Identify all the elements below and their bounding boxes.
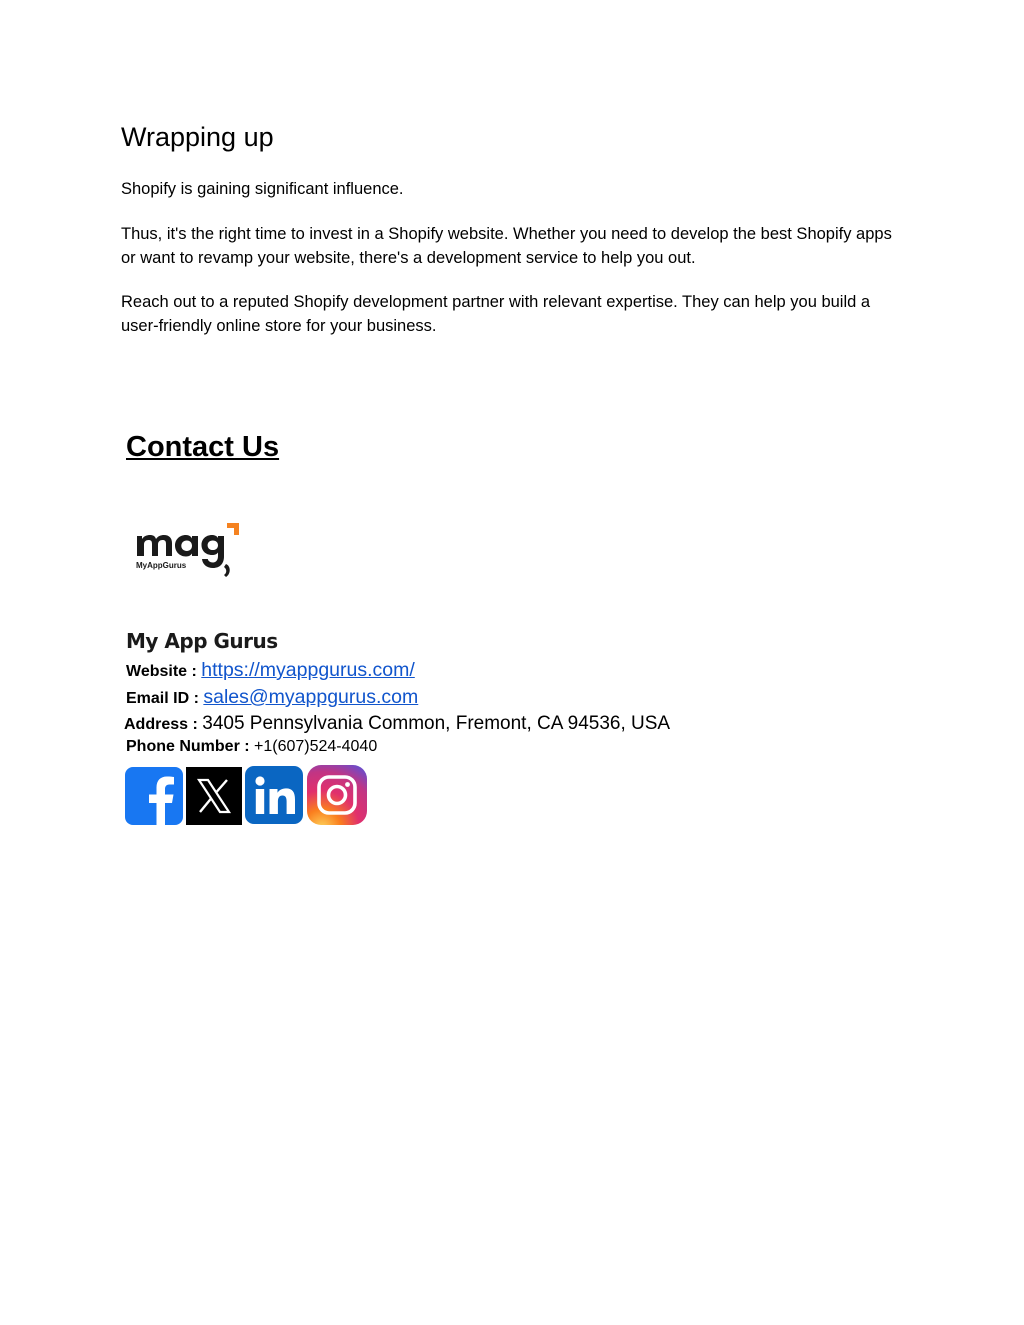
paragraph-1: Shopify is gaining significant influence. xyxy=(121,180,404,198)
email-line xyxy=(126,686,418,709)
email-label: Email ID : xyxy=(126,690,204,707)
email-link[interactable]: sales@myappgurus.com xyxy=(203,686,419,708)
paragraph-3: Reach out to a reputed Shopify development partner with relevant expertise. They can help you build a user-friendly online store for your business. xyxy=(121,293,871,335)
logo-subtext: MyAppGurus xyxy=(136,561,187,570)
website-label: Website : xyxy=(126,663,202,680)
mag-logo-icon xyxy=(133,520,245,582)
facebook-icon[interactable] xyxy=(125,767,183,825)
company-name: My App Gurus xyxy=(126,629,278,653)
address-value: 3405 Pennsylvania Common, Fremont, CA 94536, USA xyxy=(202,713,671,734)
x-twitter-icon[interactable] xyxy=(186,767,242,825)
website-link[interactable]: https://myappgurus.com/ xyxy=(201,659,415,681)
instagram-icon[interactable] xyxy=(307,765,367,825)
linkedin-icon[interactable] xyxy=(245,766,303,824)
phone-label: Phone Number : xyxy=(126,738,255,755)
paragraph-2: Thus, it's the right time to invest in a Shopify website. Whether you need to develop the best Shopify apps or want to revamp your website, there's a development service to help you out. xyxy=(121,225,892,267)
phone-value: +1(607)524-4040 xyxy=(254,738,378,755)
address-label: Address : xyxy=(124,716,203,733)
address-line xyxy=(124,713,670,735)
company-logo xyxy=(133,520,245,582)
website-line xyxy=(126,659,415,682)
contact-us-heading: Contact Us xyxy=(126,431,280,463)
section-heading-wrapping-up: Wrapping up xyxy=(121,122,274,152)
phone-line xyxy=(126,738,377,756)
